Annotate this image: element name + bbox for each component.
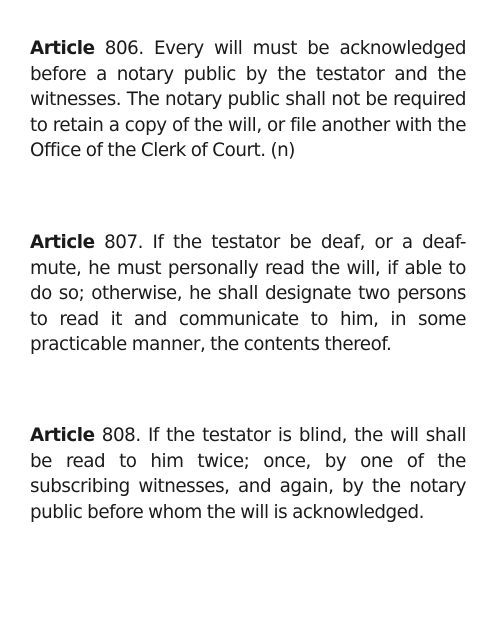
article-text: 808. If the testator is blind, the will shall be read to him twice; once, by one of the subscribing witnesses, and again, by the notary public before whom the will is acknowledged. bbox=[30, 425, 466, 523]
article-label: Article bbox=[30, 38, 95, 59]
article-808 bbox=[30, 423, 466, 525]
article-text: 807. If the testator be deaf, or a deaf-mute, he must personally read the will, if able to do so; otherwise, he shall designate two persons to read it and communicate to him, in some practicable manner, the contents thereof. bbox=[30, 232, 466, 355]
article-807 bbox=[30, 230, 466, 358]
article-text: 806. Every will must be acknowledged before a notary public by the testator and the witnesses. The notary public shall not be required to retain a copy of the will, or file another with the Office of the Clerk of Court. (n) bbox=[30, 38, 466, 161]
article-label: Article bbox=[30, 232, 95, 253]
article-label: Article bbox=[30, 425, 95, 446]
article-806 bbox=[30, 36, 466, 164]
